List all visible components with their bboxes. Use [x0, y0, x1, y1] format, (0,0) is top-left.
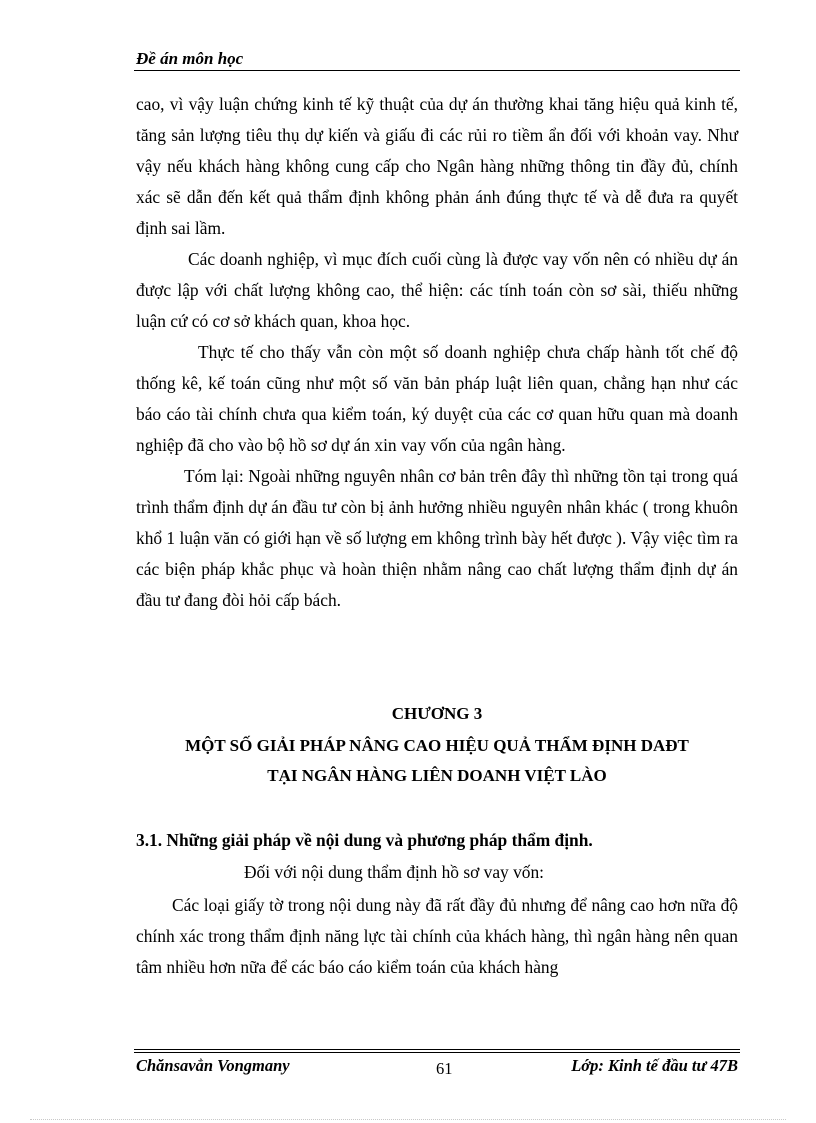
section-subheading: Đối với nội dung thẩm định hồ sơ vay vốn:: [244, 862, 545, 882]
body-text-section: [136, 89, 738, 616]
section-heading: 3.1. Những giải pháp về nội dung và phương pháp thẩm định.: [136, 830, 593, 850]
paragraph-3: Thực tế cho thấy vẫn còn một số doanh nghiệp chưa chấp hành tốt chế độ thống kê, kế toán cũng như một số văn bản pháp luật liên quan, chẳng hạn như các báo cáo tài chính chưa qua kiểm toán, ký duyệt của các cơ quan hữu quan mà doanh nghiệp đã cho vào bộ hồ sơ dự án xin vay vốn của ngân hàng.: [136, 342, 738, 455]
section-paragraph: Các loại giấy tờ trong nội dung này đã rất đầy đủ nhưng để nâng cao hơn nữa độ chính xác trong thẩm định năng lực tài chính của khách hàng, thì ngân hàng nên quan tâm nhiều hơn nữa để các báo cáo kiểm toán của khách hàng: [136, 895, 738, 977]
header-divider: [134, 70, 740, 71]
chapter-title-line-2: TẠI NGÂN HÀNG LIÊN DOANH VIỆT LÀO: [267, 766, 607, 785]
header-title: Đề án môn học: [136, 49, 244, 68]
footer-class-label: Lớp: Kinh tế đầu tư 47B: [571, 1056, 738, 1075]
page-number: 61: [436, 1059, 453, 1078]
paragraph-1: cao, vì vậy luận chứng kinh tế kỹ thuật của dự án thường khai tăng hiệu quả kinh tế, tăng sản lượng tiêu thụ dự kiến và giấu đi các rủi ro tiềm ẩn đối với khoản vay. Như vậy nếu khách hàng không cung cấp cho Ngân hàng những thông tin đầy đủ, chính xác sẽ dẫn đến kết quả thẩm định không phản ánh đúng thực tế và dễ đưa ra quyết định sai lầm.: [136, 94, 738, 238]
page-edge-line: [30, 1119, 786, 1120]
paragraph-4: Tóm lại: Ngoài những nguyên nhân cơ bản trên đây thì những tồn tại trong quá trình thẩm định dự án đầu tư còn bị ảnh hưởng nhiều nguyên nhân khác ( trong khuôn khổ 1 luận văn có giới hạn về số lượng em không trình bày hết được ). Vậy việc tìm ra các biện pháp khắc phục và hoàn thiện nhằm nâng cao chất lượng thẩm định dự án đầu tư đang đòi hỏi cấp bách.: [136, 466, 739, 610]
chapter-number: CHƯƠNG 3: [391, 704, 483, 723]
footer-divider-bottom: [134, 1052, 740, 1053]
section-body: [136, 890, 738, 983]
paragraph-2: Các doanh nghiệp, vì mục đích cuối cùng là được vay vốn nên có nhiều dự án được lập với chất lượng không cao, thể hiện: các tính toán còn sơ sài, thiếu những luận cứ có cơ sở khách quan, khoa học.: [136, 249, 738, 331]
chapter-title-line-1: MỘT SỐ GIẢI PHÁP NÂNG CAO HIỆU QUẢ THẨM ĐỊNH DAĐT: [185, 736, 689, 755]
footer-author: Chănsavẳn Vongmany: [136, 1056, 290, 1075]
footer-divider-top: [134, 1049, 740, 1050]
